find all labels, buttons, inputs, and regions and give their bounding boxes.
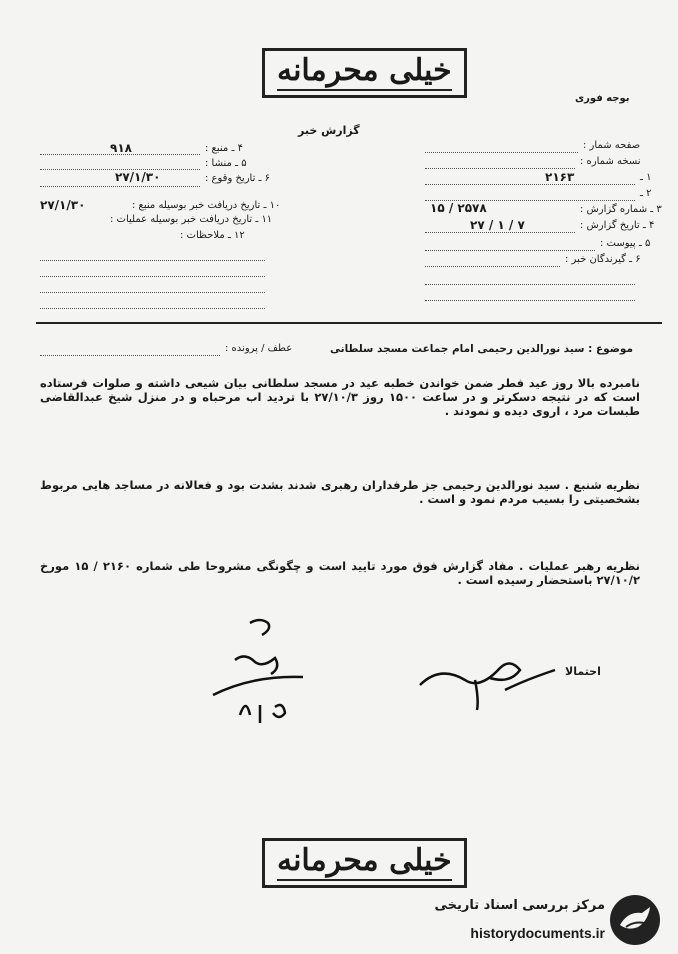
right-field-label: ۴ ـ تاریخ گزارش :	[580, 220, 655, 231]
dotted-line	[40, 292, 265, 293]
section-divider	[36, 322, 662, 324]
dotted-line	[425, 284, 635, 285]
handwritten-date-mark	[205, 615, 315, 730]
right-field-label: ۵ ـ پیوست :	[600, 238, 651, 249]
left-field-value: ۹۱۸	[110, 141, 132, 155]
subject-line: موضوع : سید نورالدین رحیمی امام جماعت مسجد سلطانی	[330, 343, 633, 355]
archive-logo-icon	[608, 893, 662, 947]
left-field-value: ۲۷/۱/۳۰	[115, 170, 161, 184]
right-field-value: ۲۵۷۸ / ۱۵	[430, 201, 487, 215]
dotted-line	[40, 260, 265, 261]
paragraph-1: نامبرده بالا روز عید فطر ضمن خواندن خطبه عید در مسجد سلطانی بیان شیعی داشته و صلوات فرستاده است که در نتیجه دسکرتر و در ساعت ۱۵۰۰ روز ۲۷/۱۰/۳ با تردید اب مرحباه و در منزل شیخ عبدالقاضی طبسات مرد ، اروی دیده و نمودند .	[40, 376, 640, 418]
dotted-line	[425, 232, 575, 233]
dotted-line	[40, 308, 265, 309]
dotted-line	[425, 168, 575, 169]
dotted-line	[425, 300, 635, 301]
paragraph-2: نظریه شنبع . سید نورالدین رحیمی جز طرفداران رهبری شدند بشدت بود و فعالانه در مساجد هایی مربوط بشخصیتی را بسیب مردم نمود و است .	[40, 478, 640, 506]
dotted-line	[40, 276, 265, 277]
left-field-label: ۵ ـ منشا :	[205, 158, 247, 169]
paragraph-3: نظریه رهبر عملیات . مفاد گزارش فوق مورد تایید است و چگونگی مشروحا طی شماره ۲۱۶۰ / ۱۵ مورخ ۲۷/۱۰/۲ باستحضار رسیده است .	[40, 559, 640, 587]
left-field-label: ۶ ـ تاریخ وقوع :	[205, 173, 271, 184]
handwritten-signature	[415, 650, 565, 715]
right-field-label: نسخه شماره :	[580, 156, 641, 167]
right-field-label: ۶ ـ گیرندگان خبر :	[565, 254, 641, 265]
right-field-value: ۲۱۶۳	[545, 170, 575, 184]
left-field-value: ۲۷/۱/۳۰	[40, 198, 86, 212]
archive-org-name: مرکز بررسی اسناد تاریخی	[434, 898, 605, 913]
right-field-value: ۷ / ۱ / ۲۷	[470, 218, 525, 232]
classification-stamp-bottom: خیلی محرمانه	[262, 838, 467, 888]
dotted-line	[40, 154, 200, 155]
dotted-line	[40, 355, 220, 356]
right-field-label: ۱ ـ	[640, 172, 652, 183]
dotted-line	[425, 152, 578, 153]
left-field-label: ۱۱ ـ تاریخ دریافت خبر بوسیله عملیات :	[110, 214, 273, 225]
dotted-line	[425, 266, 560, 267]
right-field-label: ۲ ـ	[640, 188, 652, 199]
signature-note: احتمالا	[565, 665, 601, 678]
dotted-line	[425, 184, 635, 185]
right-field-label: صفحه شمار :	[583, 140, 641, 151]
reference-label: عطف / پرونده :	[225, 343, 293, 354]
dotted-line	[40, 186, 200, 187]
left-field-label: ۱۲ ـ ملاحظات :	[180, 230, 245, 241]
report-type-title: گزارش خبر	[298, 124, 360, 137]
classification-stamp-top: خیلی محرمانه	[262, 48, 467, 98]
left-field-label: ۴ ـ منبع :	[205, 143, 243, 154]
archive-url: historydocuments.ir	[470, 925, 605, 941]
left-field-label: ۱۰ ـ تاریخ دریافت خبر بوسیله منبع :	[132, 200, 281, 211]
right-field-label: ۳ ـ شماره گزارش :	[580, 204, 662, 215]
urgency-label: بوجه فوری	[575, 93, 630, 104]
dotted-line	[425, 250, 595, 251]
